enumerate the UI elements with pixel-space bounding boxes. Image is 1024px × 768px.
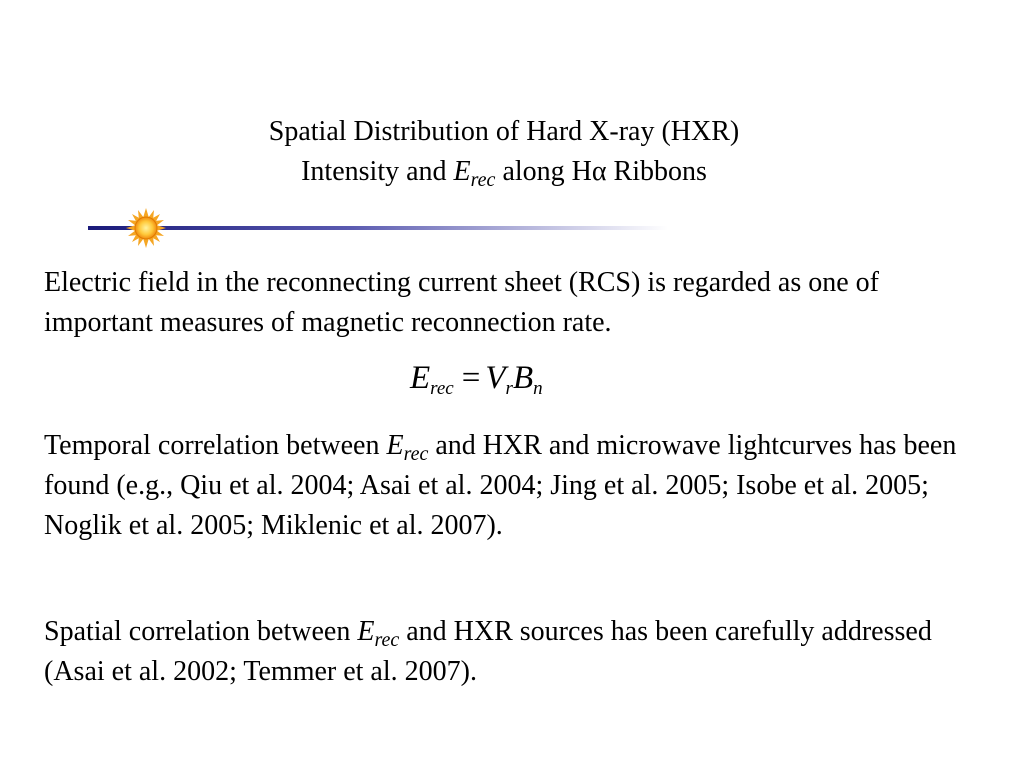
title-line-2-suffix: along Hα Ribbons: [495, 156, 707, 187]
paragraph-rcs-electric-field: Electric field in the reconnecting current sheet (RCS) is regarded as one of important measures of magnetic reconnection rate.: [44, 267, 880, 338]
sun-icon: [126, 208, 166, 248]
eq-sub-r: r: [505, 378, 513, 399]
reconnection-equation: [410, 358, 543, 409]
p3-variable-e: E: [357, 616, 375, 647]
p2-prefix: Temporal correlation between: [44, 430, 387, 461]
title-line-1: Spatial Distribution of Hard X-ray (HXR): [268, 116, 740, 147]
p3-suffix: and HXR sources has been carefully addressed (Asai et al. 2002; Temmer et al. 2007).: [44, 616, 932, 687]
eq-equals: =: [461, 360, 481, 396]
p2-subscript-rec: rec: [403, 443, 429, 465]
title-divider: [88, 204, 668, 254]
p2-suffix: and HXR and microwave lightcurves has been found (e.g., Qiu et al. 2004; Asai et al. 2004; Jing et al. 2005; Isobe et al. 2005; Noglik et al. 2005; Miklenic et al. 2007).: [44, 430, 957, 541]
paragraph-spatial-correlation: [44, 612, 994, 692]
paragraph-temporal-correlation: [44, 426, 994, 546]
p3-subscript-rec: rec: [374, 629, 400, 651]
p2-variable-e: E: [386, 430, 404, 461]
title-line-2-prefix: Intensity and: [301, 156, 454, 187]
p3-prefix: Spatial correlation between: [44, 616, 358, 647]
eq-e: E: [410, 360, 431, 396]
title-subscript-rec: rec: [470, 169, 496, 191]
title-line-2: [0, 152, 1008, 192]
eq-sub-rec: rec: [430, 378, 454, 399]
eq-v: V: [485, 360, 506, 396]
eq-b: B: [512, 360, 534, 396]
title-variable-e: E: [453, 156, 471, 187]
divider-line: [88, 226, 668, 230]
slide-title: [0, 112, 1008, 192]
eq-sub-n: n: [533, 378, 543, 399]
